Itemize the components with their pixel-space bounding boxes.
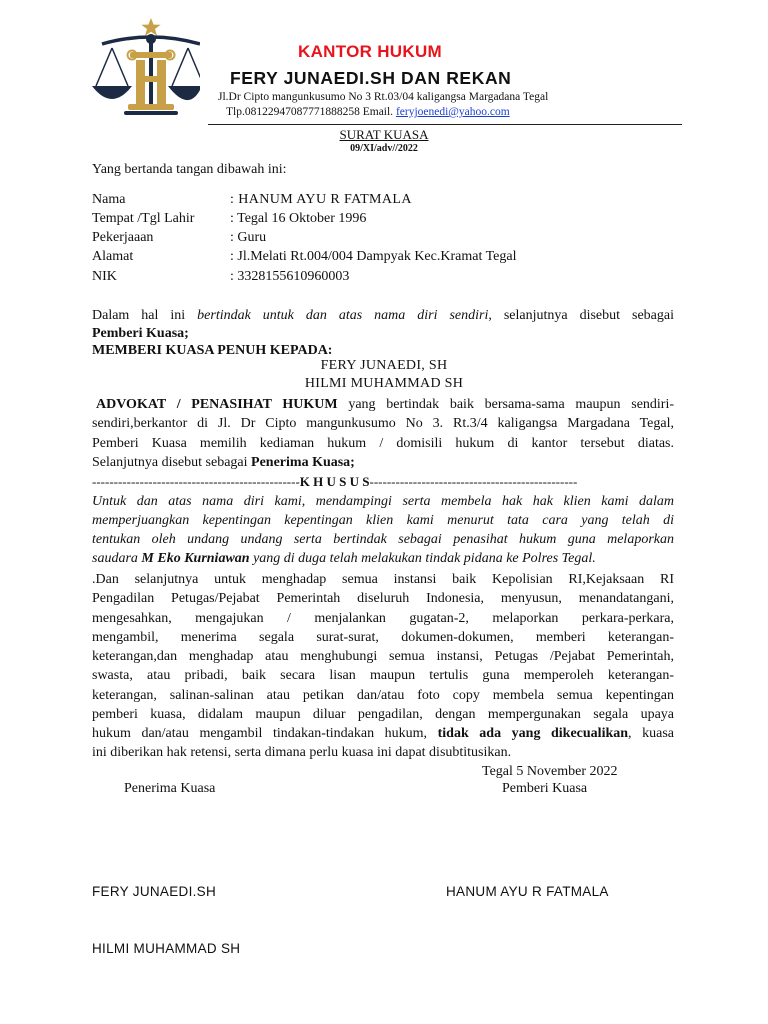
identity-value: : HANUM AYU R FATMALA [230, 192, 412, 207]
office-contact [226, 106, 510, 118]
identity-label: Nama [92, 192, 126, 207]
identity-label: Alamat [92, 249, 134, 264]
paragraph-line: Pemberi Kuasa; [92, 326, 189, 341]
identity-value: : 3328155610960003 [230, 269, 350, 284]
email-link[interactable]: feryjoenedi@yahoo.com [395, 106, 510, 118]
identity-label: Tempat /Tgl Lahir [92, 211, 195, 226]
intro-text: Yang bertanda tangan dibawah ini: [92, 162, 287, 177]
paragraph-line: swasta, atau pribadi, baik secara lisan maupun tertulis guna memperoleh keterangan- [92, 668, 674, 683]
identity-value: : Guru [230, 230, 267, 245]
receiver-name: FERY JUNAEDI.SH [92, 884, 217, 899]
sign-date: Tegal 5 November 2022 [482, 764, 618, 779]
law-office-logo [88, 14, 200, 124]
paragraph-line: sendiri,berkantor di Jl. Dr Cipto mangunkusumo No 3. Rt.3/4 kaligangsa Margadana Tegal, [92, 416, 674, 431]
header-divider [208, 124, 682, 125]
paragraph-line: ini diberikan hak retensi, serta dimana perlu kuasa ini dapat disubtitusikan. [92, 745, 512, 760]
attorney-name: HILMI MUHAMMAD SH [304, 376, 464, 391]
paragraph-line: ADVOKAT / PENASIHAT HUKUM yang bertindak baik bersama-sama maupun sendiri- [96, 397, 675, 412]
paragraph-line: keterangan,dan menghadap atau menghubungi semua instansi, Petugas /Pejabat Pemerintah, [92, 649, 674, 664]
paragraph-line: Pengadilan Petugas/Pejabat Pemerintah diseluruh Indonesia, menyusun, menandatangani, [92, 591, 674, 606]
paragraph-line: hukum dan/atau mengambil tindakan-tindakan hukum, tidak ada yang dikecualikan, kuasa [92, 726, 674, 741]
letter-title: SURAT KUASA [339, 127, 429, 142]
office-title: KANTOR HUKUM [298, 42, 442, 61]
identity-label: NIK [92, 269, 117, 284]
paragraph-line: memperjuangkan kepentingan kepentingan klien kami menurut tata cara yang telah di [92, 513, 674, 528]
letter-number: 09/XI/adv//2022 [350, 143, 418, 154]
identity-value: : Jl.Melati Rt.004/004 Dampyak Kec.Kramat Tegal [230, 249, 517, 264]
identity-label: Pekerjaaan [92, 230, 154, 245]
paragraph-line: pemberi kuasa, didalam maupun diluar pengadilan, dengan mempergunakan segala upaya [92, 707, 674, 722]
attorney-name: FERY JUNAEDI, SH [320, 358, 448, 373]
identity-value: : Tegal 16 Oktober 1996 [230, 211, 367, 226]
giver-label: Pemberi Kuasa [502, 781, 588, 796]
firm-name: FERY JUNAEDI.SH DAN REKAN [230, 68, 512, 88]
paragraph-line: Pemberi Kuasa memilih kediaman hukum / domisili hukum di kantor tersebut diatas. [92, 436, 674, 451]
receiver-label: Penerima Kuasa [124, 781, 216, 796]
paragraph-line: Dalam hal ini bertindak untuk dan atas nama diri sendiri, selanjutnya disebut sebagai [92, 308, 675, 323]
paragraph-line: Untuk dan atas nama diri kami, mendampingi serta membela hak hak klien kami dalam [92, 494, 674, 509]
grant-heading: MEMBERI KUASA PENUH KEPADA: [92, 343, 333, 358]
paragraph-line: tentukan oleh undang undang serta bertindak sebagai penasihat hukum guna melaporkan [92, 532, 674, 547]
phone-text: Tlp.08122947087771888258 Email. [226, 106, 396, 118]
receiver-name: HILMI MUHAMMAD SH [92, 941, 241, 956]
paragraph-line: saudara M Eko Kurniawan yang di duga telah melakukan tindak pidana ke Polres Tegal. [92, 551, 596, 566]
khusus-separator: ------------------------------------------------K H U S U S------------------------------------------------ [92, 474, 578, 489]
paragraph-line: .Dan selanjutnya untuk menghadap semua instansi baik Kepolisian RI,Kejaksaan RI [92, 572, 674, 587]
paragraph-line: keterangan, salinan-salinan atau petikan dan/atau foto copy membela semua kepentingan [92, 688, 674, 703]
star-icon [141, 18, 160, 36]
paragraph-line: mengambil, menerima segala surat-surat, dokumen-dokumen, memberi keterangan- [92, 630, 674, 645]
paragraph-line: mengesahkan, mengajukan / menjalankan gugatan-2, melaporkan perkara-perkara, [92, 611, 674, 626]
office-address: Jl.Dr Cipto mangunkusumo No 3 Rt.03/04 kaligangsa Margadana Tegal [218, 91, 549, 103]
paragraph-line: Selanjutnya disebut sebagai Penerima Kuasa; [92, 455, 355, 470]
giver-name: HANUM AYU R FATMALA [446, 884, 609, 899]
